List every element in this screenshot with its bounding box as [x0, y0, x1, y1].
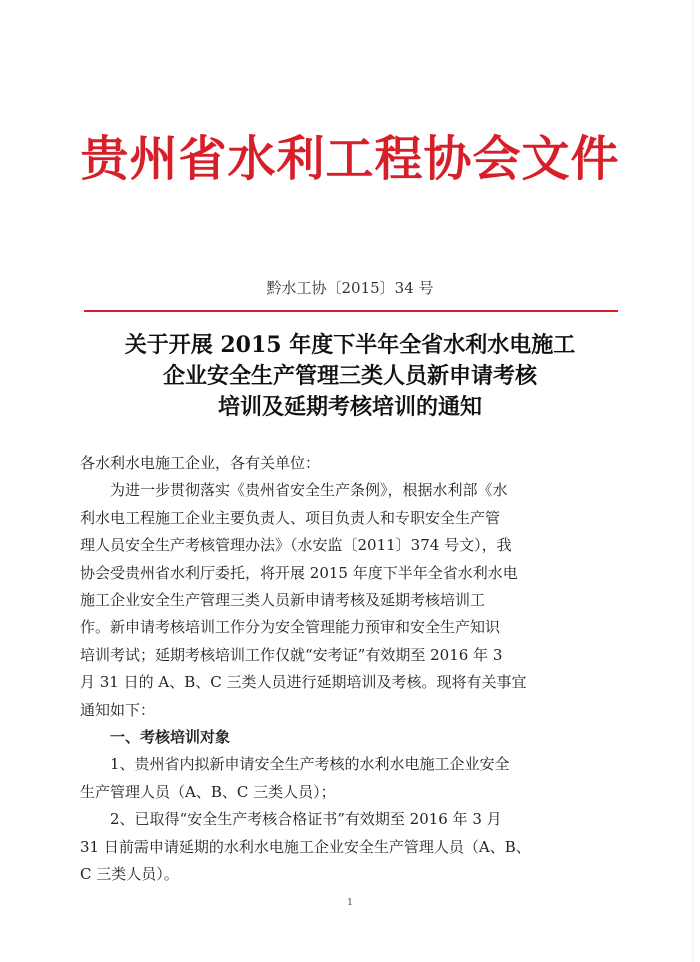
paragraph-line: 为进一步贯彻落实《贵州省安全生产条例》，根据水利部《水 [110, 481, 508, 500]
salutation: 各水利水电施工企业，各有关单位： [80, 454, 321, 472]
notice-title-line: 企业安全生产管理三类人员新申请考核 [162, 363, 537, 389]
paragraph-line: 协会受贵州省水利厅委托，将开展 2015 年度下半年全省水利水电 [80, 563, 518, 582]
list-item-line: 生产管理人员（A、B、C 三类人员）； [80, 782, 336, 801]
list-item-line: 31 日前需申请延期的水利水电施工企业安全生产管理人员（A、B、 [80, 837, 531, 856]
list-item-line: C 三类人员）。 [80, 865, 179, 884]
section-heading: 一、考核培训对象 [110, 728, 231, 747]
notice-title-line: 培训及延期考核培训的通知 [217, 394, 482, 420]
notice-title-line: 关于开展 2015 年度下半年全省水利水电施工 [124, 332, 576, 358]
paragraph-line: 作。新申请考核培训工作分为安全管理能力预审和安全生产知识 [80, 618, 501, 637]
document-number: 黔水工协〔2015〕34 号 [266, 279, 434, 297]
paragraph-line: 利水电工程施工企业主要负责人、项目负责人和专职安全生产管 [80, 508, 501, 527]
org-header-title: 贵州省水利工程协会文件 [80, 131, 620, 187]
paragraph-line: 通知如下： [80, 700, 156, 719]
paragraph-line: 月 31 日的 A、B、C 三类人员进行延期培训及考核。现将有关事宜 [80, 673, 527, 692]
page-number: 1 [347, 898, 353, 908]
list-item-line: 2、已取得“安全生产考核合格证书”有效期至 2016 年 3 月 [110, 810, 502, 829]
list-item-line: 1、贵州省内拟新申请安全生产考核的水利水电施工企业安全 [110, 755, 510, 774]
header-divider [84, 310, 618, 312]
notice-title [60, 330, 640, 423]
paragraph-line: 理人员安全生产考核管理办法》（水安监〔2011〕374 号文），我 [80, 536, 512, 555]
paragraph-line: 施工企业安全生产管理三类人员新申请考核及延期考核培训工 [80, 591, 486, 610]
document-body [80, 450, 626, 889]
paragraph-line: 培训考试；延期考核培训工作仅就“安考证”有效期至 2016 年 3 [80, 645, 503, 664]
